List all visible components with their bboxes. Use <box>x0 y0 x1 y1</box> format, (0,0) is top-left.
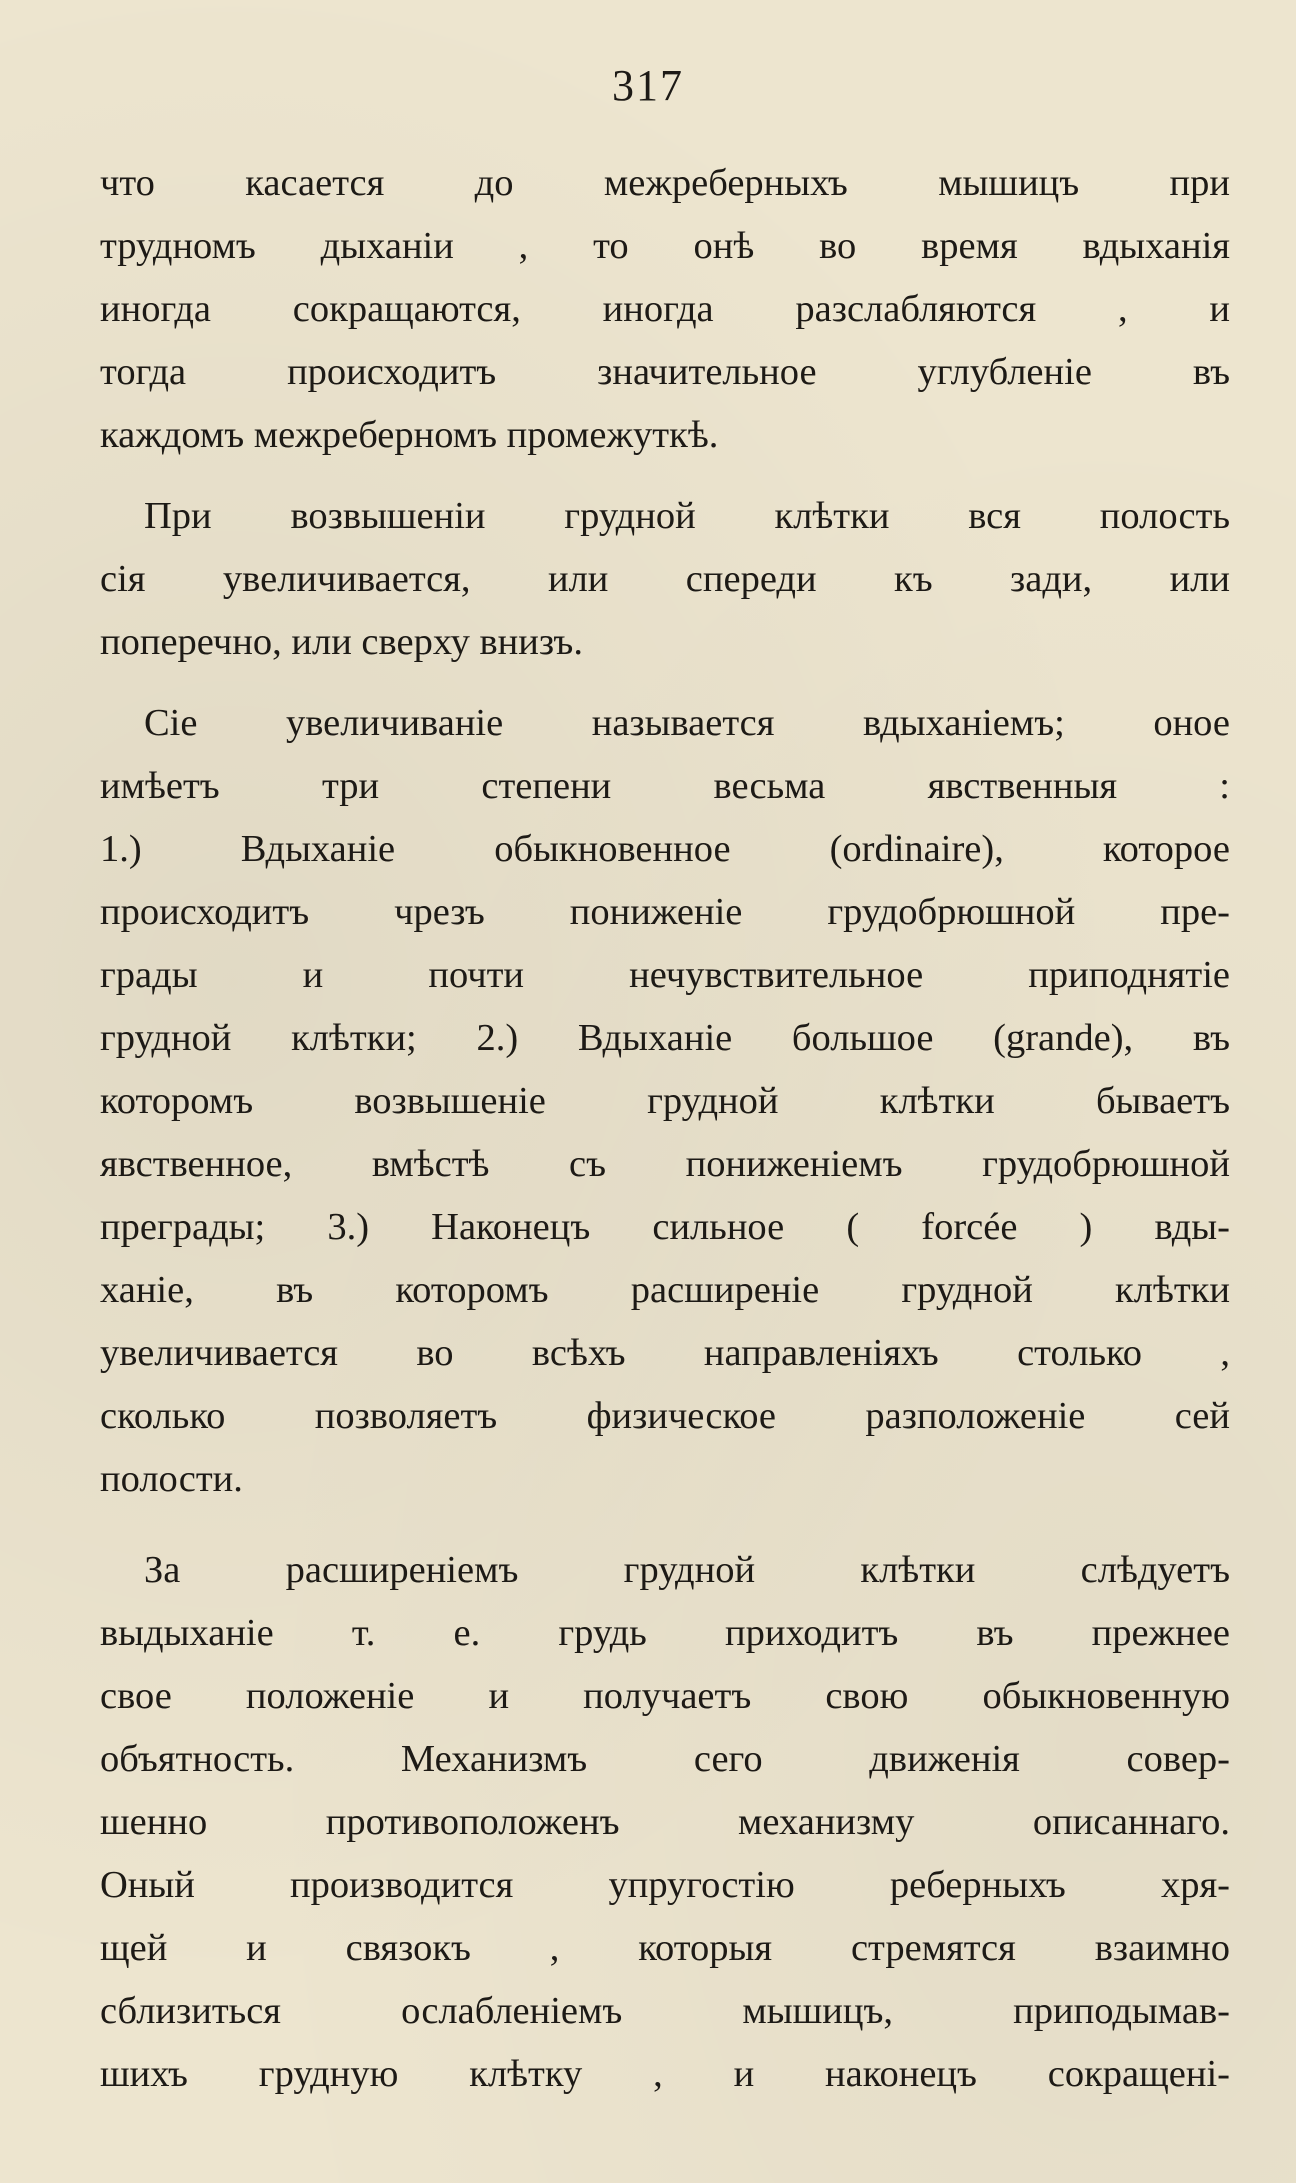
paragraph-gap <box>100 467 1230 485</box>
text-line: тогда происходитъ значительное углубленіе въ <box>100 351 1230 393</box>
text-line: увеличивается во всѣхъ направленіяхъ столько , <box>100 1332 1230 1374</box>
text-line: каждомъ межреберномъ промежуткѣ. <box>100 414 719 456</box>
text-line: которомъ возвышеніе грудной клѣтки бываетъ <box>100 1080 1230 1122</box>
text-line: что касается до межреберныхъ мышицъ при <box>100 162 1230 204</box>
text-line: происходитъ чрезъ пониженіе грудобрюшной пре- <box>100 891 1230 933</box>
text-line: поперечно, или сверху внизъ. <box>100 621 583 663</box>
text-line: Оный производится упругостію реберныхъ хря- <box>100 1864 1230 1906</box>
text-line: полости. <box>100 1458 243 1500</box>
text-line: При возвышеніи грудной клѣтки вся полость <box>144 495 1230 537</box>
text-line: преграды; 3.) Наконецъ сильное ( forcée ) вды- <box>100 1206 1230 1248</box>
text-line: 1.) Вдыханіе обыкновенное (ordinaire), которое <box>100 828 1230 870</box>
text-line: шенно противоположенъ механизму описаннаго. <box>100 1801 1230 1843</box>
text-line: трудномъ дыханіи , то онѣ во время вдыханія <box>100 225 1230 267</box>
text-line: грады и почти нечувствительное приподнятіе <box>100 954 1230 996</box>
text-line: объятность. Механизмъ сего движенія совер- <box>100 1738 1230 1780</box>
text-line: Сіе увеличиваніе называется вдыханіемъ; оное <box>144 702 1230 744</box>
page-number: 317 <box>612 61 684 110</box>
text-line: свое положеніе и получаетъ свою обыкновенную <box>100 1675 1230 1717</box>
text-line: явственное, вмѣстѣ съ пониженіемъ грудобрюшной <box>100 1143 1230 1185</box>
text-line: грудной клѣтки; 2.) Вдыханіе большое (grande), въ <box>100 1017 1230 1059</box>
text-line: сблизиться ослабленіемъ мышицъ, приподымав- <box>100 1990 1230 2032</box>
text-line: За расширеніемъ грудной клѣтки слѣдуетъ <box>144 1549 1230 1591</box>
text-line: сія увеличивается, или спереди къ зади, или <box>100 558 1230 600</box>
body-text <box>100 152 1230 2106</box>
paragraph-gap <box>100 674 1230 692</box>
text-line: сколько позволяетъ физическое разположеніе сей <box>100 1395 1230 1437</box>
text-line: ханіе, въ которомъ расширеніе грудной клѣтки <box>100 1269 1230 1311</box>
text-line: иногда сокращаются, иногда разслабляются , и <box>100 288 1230 330</box>
text-line: щей и связокъ , которыя стремятся взаимно <box>100 1927 1230 1969</box>
text-line: шихъ грудную клѣтку , и наконецъ сокращені- <box>100 2053 1230 2095</box>
text-line: имѣетъ три степени весьма явственныя : <box>100 765 1230 807</box>
text-line: выдыханіе т. е. грудь приходитъ въ прежнее <box>100 1612 1230 1654</box>
paragraph-gap <box>100 1511 1230 1539</box>
